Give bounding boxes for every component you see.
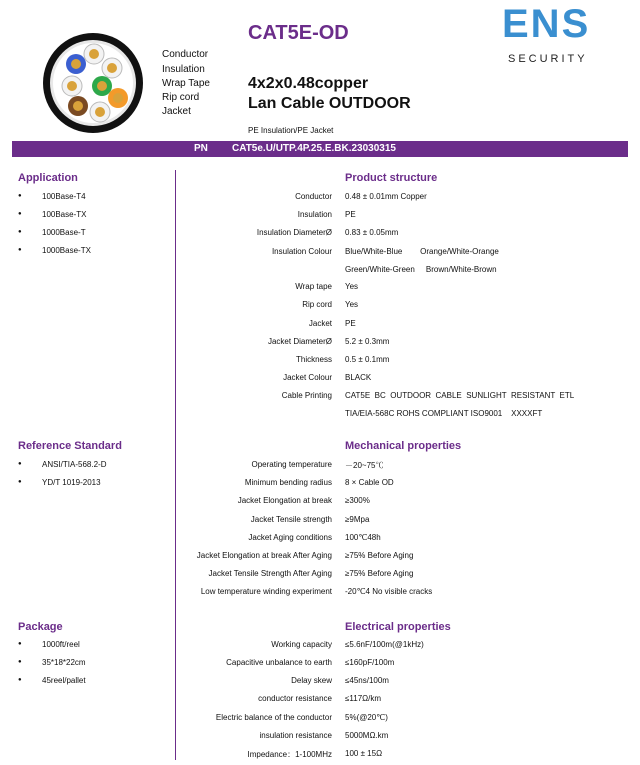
spec-label: Electric balance of the conductor: [215, 713, 332, 722]
spec-label: Jacket Aging conditions: [248, 533, 332, 542]
spec-label: Insulation: [297, 210, 332, 219]
spec-value: 100℃48h: [345, 533, 381, 542]
cable-material-line: PE Insulation/PE Jacket: [248, 126, 334, 135]
spec-label: insulation resistance: [259, 731, 332, 740]
spec-value: ≥9Mpa: [345, 515, 370, 524]
spec-value: BLACK: [345, 373, 372, 382]
spec-value: ≤5.6nF/100m(@1kHz): [345, 640, 424, 649]
spec-value: 0.5 ± 0.1mm: [345, 355, 390, 364]
spec-value: PE: [345, 319, 356, 328]
spec-label: Thickness: [295, 355, 332, 364]
spec-label: Minimum bending radius: [244, 478, 332, 487]
legend-wrap-tape: Wrap Tape: [162, 78, 210, 89]
spec-label: Insulation Colour: [271, 247, 332, 256]
spec-label: Cable Printing: [281, 391, 332, 400]
application-item: ● 1000Base-T: [42, 228, 86, 237]
spec-label: Rip cord: [302, 300, 332, 309]
spec-value: CAT5E BC OUTDOOR CABLE SUNLIGHT RESISTANT ETL: [345, 391, 575, 400]
spec-label: Jacket DiameterØ: [267, 337, 332, 346]
reference-item: ● ANSI/TIA-568.2-D: [42, 460, 106, 469]
legend-conductor: Conductor: [162, 49, 209, 60]
package-item: ● 45reel/pallet: [42, 676, 86, 685]
spec-value: 5000MΩ.km: [345, 731, 389, 740]
legend-rip-cord: Rip cord: [162, 92, 200, 103]
electrical-heading: Electrical properties: [345, 621, 451, 633]
spec-value: ≤160pF/100m: [345, 658, 395, 667]
spec-value: -20℃4 No visible cracks: [345, 587, 433, 596]
spec-label: conductor resistance: [258, 694, 332, 703]
spec-label: Insulation DiameterØ: [256, 228, 332, 237]
logo-subtitle: SECURITY: [508, 53, 588, 65]
spec-label: Capacitive unbalance to earth: [226, 658, 332, 667]
package-item: ● 1000ft/reel: [42, 640, 80, 649]
reference-heading: Reference Standard: [18, 440, 122, 452]
pn-bar: [12, 141, 628, 157]
spec-value: ≤45ns/100m: [345, 676, 389, 685]
spec-value: 8 × Cable OD: [345, 478, 394, 487]
mechanical-heading: Mechanical properties: [345, 440, 462, 452]
logo: ENS: [502, 2, 591, 46]
spec-value: TIA/EIA-568C ROHS COMPLIANT ISO9001 XXXXFT: [345, 409, 543, 418]
spec-value: 0.83 ± 0.05mm: [345, 228, 399, 237]
spec-value: ≤117Ω/km: [345, 694, 382, 703]
spec-value: Yes: [345, 300, 359, 309]
product-structure-heading: Product structure: [345, 172, 438, 184]
spec-value: －20~75℃: [345, 461, 384, 470]
spec-value: 5%(@20℃): [345, 713, 388, 722]
cable-cross-section-image: [38, 28, 158, 138]
spec-value: PE: [345, 210, 356, 219]
spec-label: Jacket Tensile strength: [250, 515, 332, 524]
spec-value: ≥75% Before Aging: [345, 569, 414, 578]
legend-insulation: Insulation: [162, 64, 205, 75]
spec-label: Operating temperature: [251, 460, 332, 469]
application-item: ● 100Base-T4: [42, 192, 86, 201]
spec-value: 100 ± 15Ω: [345, 749, 383, 758]
spec-label: Low temperature winding experiment: [200, 587, 332, 596]
spec-label: Jacket Colour: [283, 373, 332, 382]
spec-value: ≥75% Before Aging: [345, 551, 414, 560]
spec-label: Jacket Tensile Strength After Aging: [208, 569, 332, 578]
spec-label: Jacket Elongation at break After Aging: [196, 551, 332, 560]
pn-label: PN: [194, 143, 208, 154]
column-divider: [175, 170, 176, 760]
spec-label: Jacket: [308, 319, 332, 328]
reference-item: ● YD/T 1019-2013: [42, 478, 101, 487]
spec-value: 5.2 ± 0.3mm: [345, 337, 390, 346]
cable-type-line: Lan Cable OUTDOOR: [248, 95, 411, 112]
spec-label: Conductor: [295, 192, 332, 201]
page-title: CAT5E-OD: [248, 22, 349, 44]
legend-jacket: Jacket: [162, 106, 191, 117]
spec-value: ≥300%: [345, 496, 370, 505]
spec-label: Wrap tape: [295, 282, 332, 291]
application-item: ● 100Base-TX: [42, 210, 86, 219]
spec-value: Green/White-Green Brown/White-Brown: [345, 265, 497, 274]
cable-spec-line: 4x2x0.48copper: [248, 75, 369, 92]
spec-label: Jacket Elongation at break: [237, 496, 332, 505]
spec-label: Working capacity: [271, 640, 332, 649]
pn-value: CAT5e.U/UTP.4P.25.E.BK.23030315: [232, 143, 396, 154]
package-item: ● 35*18*22cm: [42, 658, 86, 667]
application-heading: Application: [18, 172, 78, 184]
application-item: ● 1000Base-TX: [42, 246, 91, 255]
spec-value: 0.48 ± 0.01mm Copper: [345, 192, 427, 201]
spec-value: Blue/White-Blue Orange/White-Orange: [345, 247, 499, 256]
spec-label: Impedance：1-100MHz: [247, 750, 332, 759]
spec-value: Yes: [345, 282, 359, 291]
spec-label: Delay skew: [291, 676, 332, 685]
package-heading: Package: [18, 621, 63, 633]
